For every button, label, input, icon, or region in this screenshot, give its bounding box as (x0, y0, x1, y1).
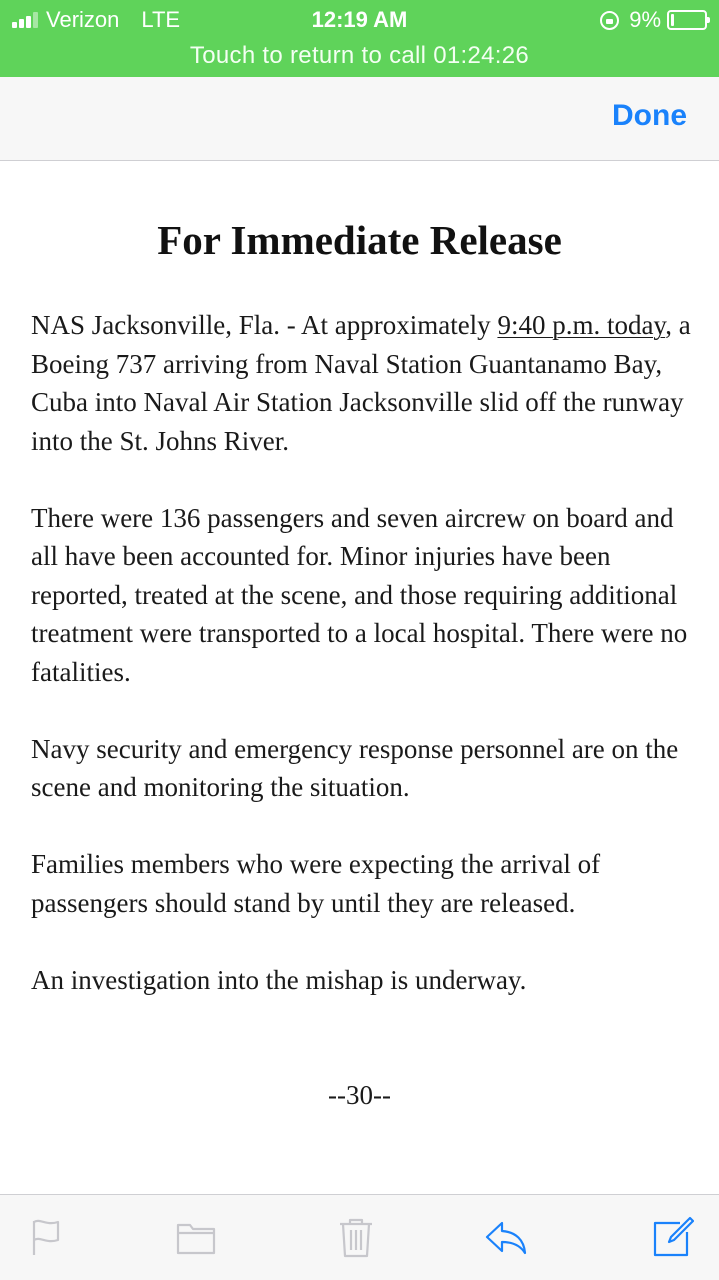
paragraph-1-text-end: , a Boeing 737 arriving from Naval Station Guantanamo Bay, Cuba into Naval Air Station Jacksonville slid off the runway into the St. Johns River. (31, 310, 691, 456)
document-view[interactable] (0, 162, 719, 1194)
trash-button[interactable] (332, 1213, 380, 1261)
orientation-lock-icon (600, 11, 619, 30)
paragraph-1 (31, 306, 691, 460)
navigation-bar (0, 77, 719, 161)
status-right (600, 6, 707, 34)
clipped-date-line (490, 162, 497, 177)
bottom-toolbar (0, 1194, 719, 1280)
time-detected-link[interactable]: 9:40 p.m. today (497, 310, 666, 340)
trash-icon (334, 1215, 378, 1259)
done-button[interactable]: Done (612, 99, 687, 132)
battery-percentage: 9% (629, 7, 661, 32)
paragraph-5: An investigation into the mishap is underway. (31, 964, 527, 995)
battery-level-fill (671, 14, 674, 26)
battery-icon (667, 10, 707, 30)
paragraph-3: Navy security and emergency response personnel are on the scene and monitoring the situation. (31, 733, 679, 802)
document-body (31, 306, 691, 1038)
paragraph-4: Families members who were expecting the arrival of passengers should stand by until they are released. (31, 849, 601, 918)
carrier-name: Verizon (46, 7, 120, 32)
folder-icon (174, 1215, 218, 1259)
end-mark: --30-- (328, 1080, 391, 1110)
status-bar[interactable] (0, 0, 719, 77)
reply-button[interactable] (482, 1213, 530, 1261)
document-title: For Immediate Release (157, 217, 562, 263)
paragraph-1-text-start: NAS Jacksonville, Fla. - At approximately (31, 310, 498, 340)
flag-icon (24, 1215, 68, 1259)
status-time: 12:19 AM (311, 7, 408, 32)
reply-icon (484, 1215, 528, 1259)
flag-button[interactable] (22, 1213, 70, 1261)
move-to-folder-button[interactable] (172, 1213, 220, 1261)
paragraph-2: There were 136 passengers and seven aircrew on board and all have been accounted for. Minor injuries have been reported, treated at the scene, and those requiring additional treatment were transported to a local hospital. There were no fatalities. (31, 502, 688, 687)
return-to-call-banner[interactable]: Touch to return to call 01:24:26 (189, 42, 530, 69)
compose-icon (650, 1215, 694, 1259)
network-type: LTE (141, 7, 181, 32)
compose-button[interactable] (648, 1213, 696, 1261)
